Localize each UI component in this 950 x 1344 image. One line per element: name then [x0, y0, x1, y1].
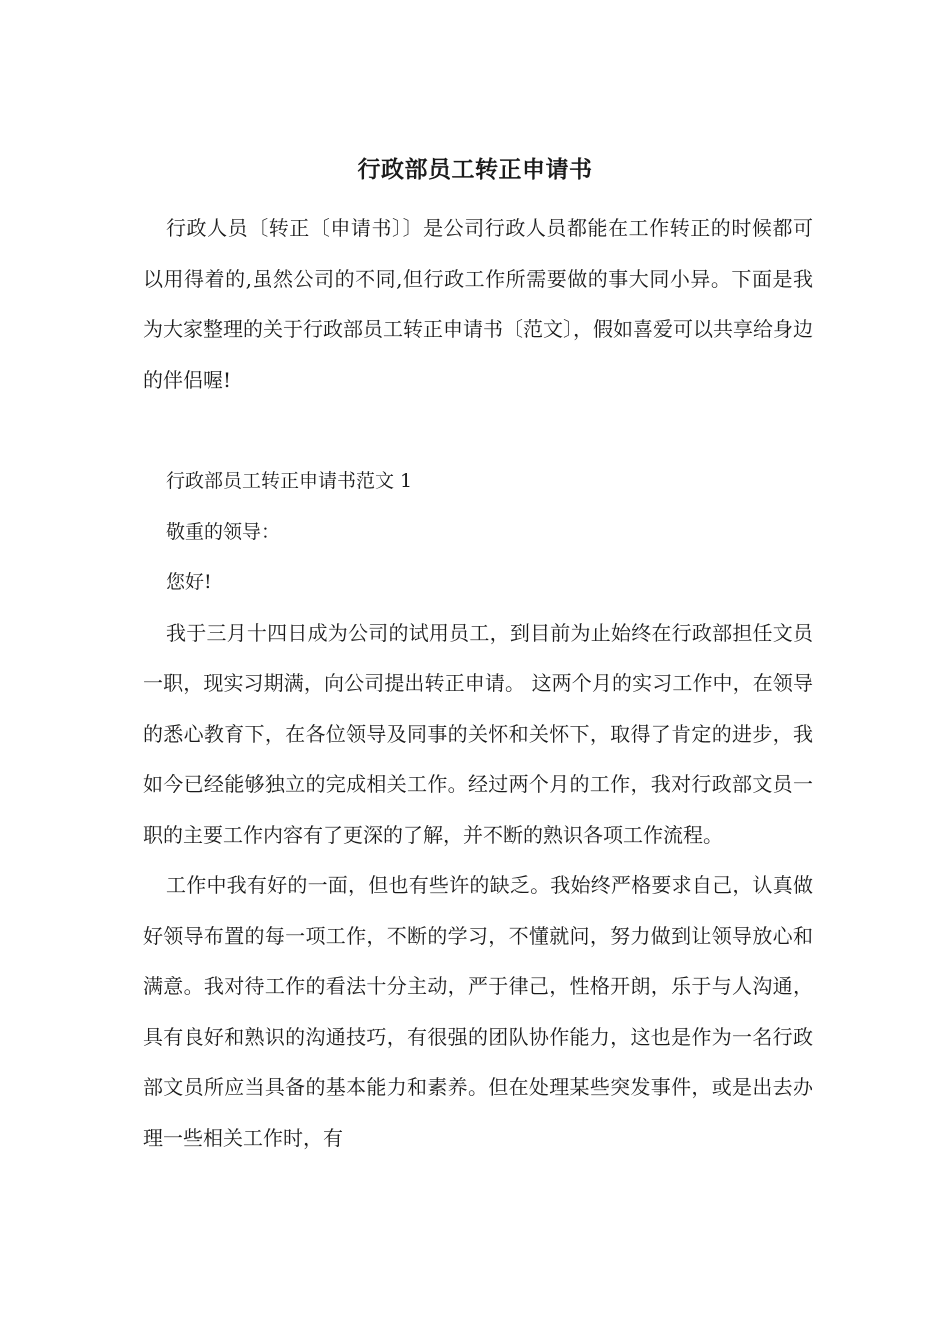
document-title: 行政部员工转正申请书 — [357, 156, 593, 183]
blank-line — [143, 405, 813, 456]
salutation: 敬重的领导： — [166, 520, 281, 543]
body-paragraph-1: 我于三月十四日成为公司的试用员工，到目前为止始终在行政部担任文员一职，现实习期满，向公司提出转正申请。 这两个月的实习工作中，在领导的悉心教育下，在各位领导及同事的关怀和关怀下，取得了肯定的进步，我如今已经能够独立的完成相关工作。经过两个月的工作，我对行政部文员一职的主要工作内容有了更深的了解，并不断的熟识各项工作流程。 — [143, 620, 813, 847]
intro-paragraph: 行政人员〔转正〔申请书〕〕是公司行政人员都能在工作转正的时候都可以用得着的,虽然公司的不同,但行政工作所需要做的事大同小异。下面是我为大家整理的关于行政部员工转正申请书〔范文〕，假如喜爱可以共享给身边的伴侣喔! — [143, 216, 813, 392]
sample-heading: 行政部员工转正申请书范文 1 — [166, 470, 413, 492]
body-paragraph-2: 工作中我有好的一面，但也有些许的缺乏。我始终严格要求自己，认真做好领导布置的每一项工作，不断的学习，不懂就问，努力做到让领导放心和满意。我对待工作的看法十分主动，严于律己，性格开朗，乐于与人沟通，具有良好和熟识的沟通技巧，有很强的团队协作能力，这也是作为一名行政部文员所应当具备的基本能力和素养。但在处理某些突发事件，或是出去办理一些相关工作时，有 — [143, 873, 813, 1150]
greeting: 您好! — [166, 571, 212, 593]
document-body — [143, 203, 813, 1163]
